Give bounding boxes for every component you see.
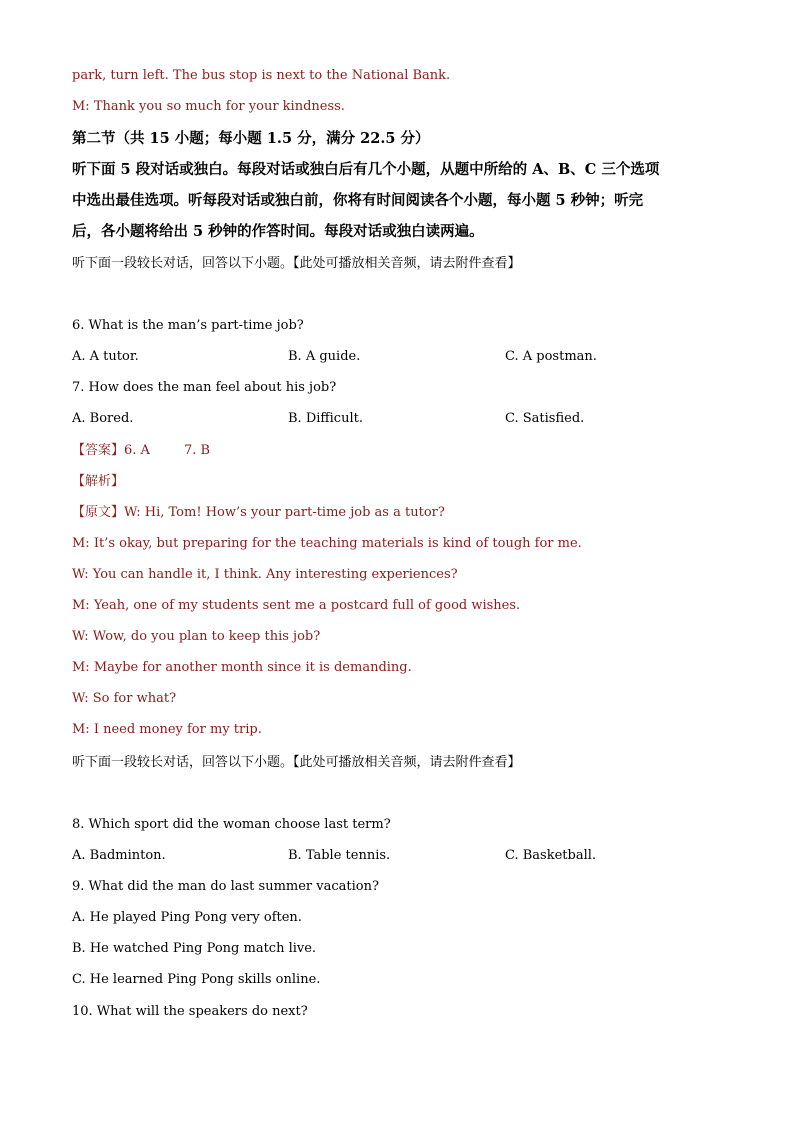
question-7-option-b: B. Difficult. <box>288 411 363 426</box>
analysis-label: 【解析】 <box>72 474 125 489</box>
answer-6: 6. A <box>124 443 150 458</box>
answer-label: 【答案】 <box>72 443 125 458</box>
section-instruction-2: 中选出最佳选项。听每段对话或独白前，你将有时间阅读各个小题，每小题 5 秒钟；听完 <box>72 192 644 209</box>
question-7-option-a: A. Bored. <box>72 411 134 426</box>
transcript-label: 【原文】 <box>72 505 125 520</box>
section-heading: 第二节（共 15 小题；每小题 1.5 分，满分 22.5 分） <box>72 130 430 147</box>
answer-7: 7. B <box>183 443 211 458</box>
section-instruction-1: 听下面 5 段对话或独白。每段对话或独白后有几个小题，从题中所给的 A、B、C 三个选项 <box>72 161 660 178</box>
question-9-option-c: C. He learned Ping Pong skills online. <box>72 972 321 987</box>
question-8-stem: 8. Which sport did the woman choose last term? <box>72 817 391 832</box>
transcript-line-4: M: Yeah, one of my students sent me a postcard full of good wishes. <box>72 598 521 613</box>
listen-prompt-2: 听下面一段较长对话，回答以下小题。【此处可播放相关音频，请去附件查看】 <box>72 755 521 770</box>
question-6-option-b: B. A guide. <box>288 349 361 364</box>
listen-prompt-1: 听下面一段较长对话，回答以下小题。【此处可播放相关音频，请去附件查看】 <box>72 256 521 271</box>
transcript-line-1 <box>72 504 445 522</box>
question-9-option-b: B. He watched Ping Pong match live. <box>72 941 317 956</box>
transcript-line-2: M: It’s okay, but preparing for the teaching materials is kind of tough for me. <box>72 536 582 551</box>
question-10-stem: 10. What will the speakers do next? <box>72 1004 308 1019</box>
question-9-stem: 9. What did the man do last summer vacation? <box>72 879 379 894</box>
question-6-stem: 6. What is the man’s part-time job? <box>72 318 304 333</box>
question-8-option-a: A. Badminton. <box>72 848 166 863</box>
transcript-line-7: W: So for what? <box>72 691 177 706</box>
question-7-option-c: C. Satisfied. <box>505 411 585 426</box>
transcript-text: W: Hi, Tom! How’s your part-time job as a tutor? <box>124 505 445 520</box>
question-9-option-a: A. He played Ping Pong very often. <box>72 910 302 925</box>
transcript-line-5: W: Wow, do you plan to keep this job? <box>72 629 321 644</box>
prev-dialogue-line-2: M: Thank you so much for your kindness. <box>72 99 345 114</box>
prev-dialogue-line-1: park, turn left. The bus stop is next to the National Bank. <box>72 68 451 83</box>
transcript-line-3: W: You can handle it, I think. Any interesting experiences? <box>72 567 458 582</box>
answer-line <box>72 442 210 460</box>
transcript-line-6: M: Maybe for another month since it is demanding. <box>72 660 412 675</box>
section-instruction-3: 后，各小题将给出 5 秒钟的作答时间。每段对话或独白读两遍。 <box>72 223 484 240</box>
question-8-option-b: B. Table tennis. <box>288 848 391 863</box>
question-6-option-a: A. A tutor. <box>72 349 139 364</box>
question-7-stem: 7. How does the man feel about his job? <box>72 380 337 395</box>
question-8-option-c: C. Basketball. <box>505 848 597 863</box>
question-6-option-c: C. A postman. <box>505 349 597 364</box>
transcript-line-8: M: I need money for my trip. <box>72 722 262 737</box>
